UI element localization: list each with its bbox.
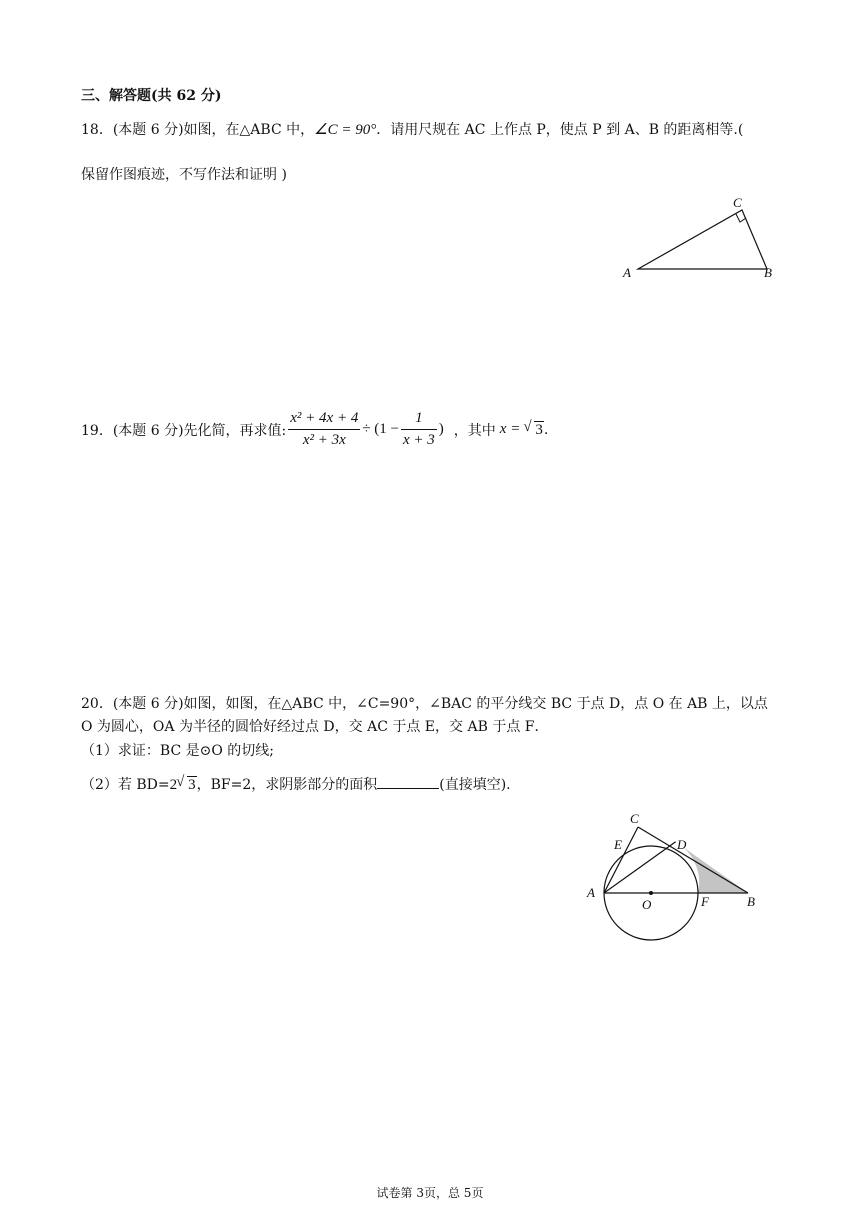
q19-frac1-denominator: x² + 3x xyxy=(302,432,346,448)
shaded-region xyxy=(676,842,748,893)
q20-radicand: 3 xyxy=(188,777,196,793)
q19-prefix: 19．(本题 6 分)先化简，再求值: xyxy=(81,422,287,439)
q18-angle-expr: ∠C = 90° xyxy=(314,122,377,138)
label-b: B xyxy=(764,265,772,280)
q18-text-after: ．请用尺规在 AC 上作点 P，使点 P 到 A、B 的距离相等.( xyxy=(376,122,744,138)
page-footer: 试卷第 3页，总 5页 xyxy=(376,1186,484,1200)
q19-close-paren: ) xyxy=(438,421,444,437)
triangle-abc xyxy=(638,210,767,269)
q20-part2-post: (直接填空). xyxy=(439,777,511,793)
segment-cb xyxy=(638,827,748,893)
q18-triangle-figure xyxy=(620,192,790,284)
q19-frac2-numerator: 1 xyxy=(401,410,437,430)
q19-line xyxy=(81,410,548,449)
q20-part2 xyxy=(81,774,511,794)
q19-x-eq: x = xyxy=(499,421,521,437)
label-a: A xyxy=(587,885,595,900)
q20-circle-figure xyxy=(580,805,770,950)
q19-where: ，其中 xyxy=(453,422,496,439)
center-point-o xyxy=(649,891,653,895)
q20-coefficient: 2 xyxy=(169,777,178,793)
label-f: F xyxy=(701,894,709,909)
q19-frac2-denominator: x + 3 xyxy=(403,432,435,448)
q20-part1: （1）求证：BC 是⊙O 的切线; xyxy=(81,743,274,759)
q20-sqrt xyxy=(177,776,197,794)
label-o: O xyxy=(642,897,652,912)
q20-part2-mid: ，BF=2，求阴影部分的面积 xyxy=(196,777,378,793)
q20-line1: 20．(本题 6 分)如图，如图，在△ABC 中，∠C=90°，∠BAC 的平分线交 BC 于点 D，点 O 在 AB 上，以点 xyxy=(81,696,768,712)
q20-part2-pre: （2）若 BD= xyxy=(81,777,170,793)
q19-radicand: 3 xyxy=(535,421,543,438)
q19-fraction-2 xyxy=(401,410,437,449)
label-e: E xyxy=(614,837,622,852)
q19-frac1-numerator: x² + 4x + 4 xyxy=(288,410,360,430)
label-b: B xyxy=(747,894,755,909)
q20-line2: O 为圆心，OA 为半径的圆恰好经过点 D，交 AC 于点 E，交 AB 于点 F． xyxy=(81,719,549,735)
label-a: A xyxy=(623,265,631,280)
section-title: 三、解答题(共 62 分) xyxy=(81,88,222,104)
q18-line1 xyxy=(81,119,743,139)
label-c: C xyxy=(630,811,639,826)
q19-operator: ÷ (1 − xyxy=(362,421,400,437)
q19-sqrt xyxy=(524,421,544,439)
q19-fraction-1 xyxy=(288,410,360,449)
label-d: D xyxy=(677,837,687,852)
label-c: C xyxy=(733,195,742,210)
q18-text-before: 18．(本题 6 分)如图，在△ABC 中， xyxy=(81,122,315,138)
q18-line2: 保留作图痕迹，不写作法和证明 ) xyxy=(81,167,287,183)
q19-end: . xyxy=(543,421,549,438)
answer-blank[interactable] xyxy=(377,776,439,789)
